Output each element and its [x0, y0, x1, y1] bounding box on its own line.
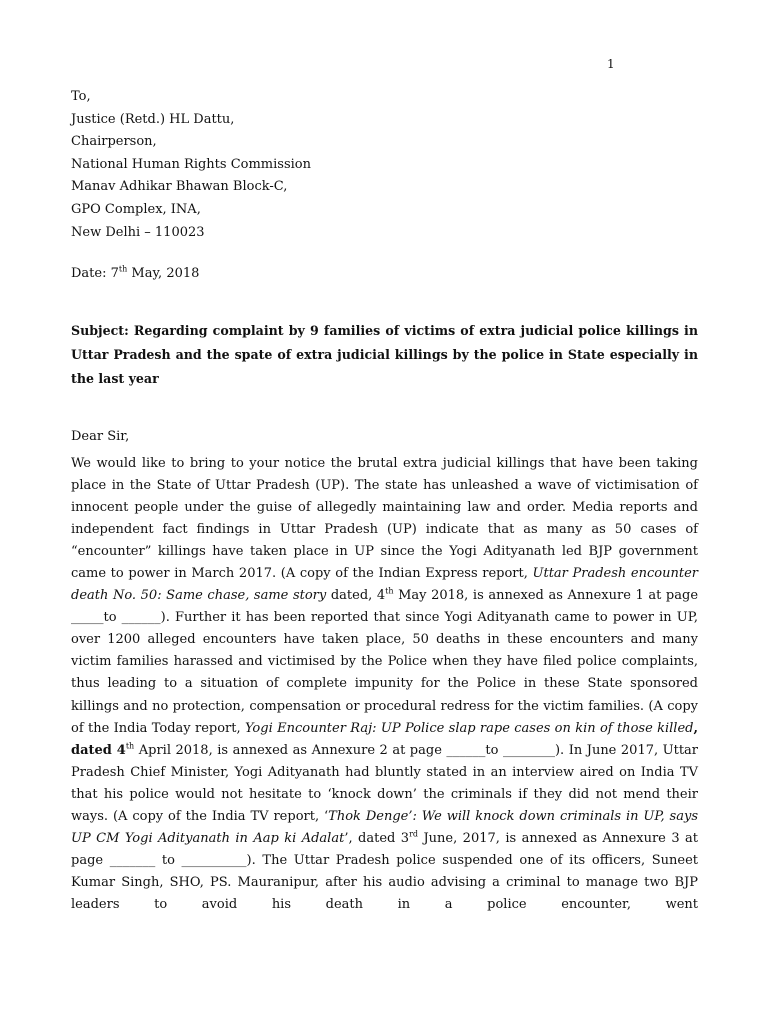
address-building: Manav Adhikar Bhawan Block-C, [71, 179, 288, 195]
date-prefix: Date: 7 [71, 266, 119, 281]
letter-date [71, 263, 199, 285]
recipient-name: Justice (Retd.) HL Dattu, [71, 111, 235, 127]
recipient-address [71, 86, 311, 244]
report-title-india-today: Yogi Encounter Raj: UP Police slap rape cases on kin of those killed [244, 720, 694, 736]
recipient-organization: National Human Rights Commission [71, 156, 311, 172]
body-text: May 2018, is annexed as Annexure 1 at page _____to ______). Further it has been reported that since Yogi Adityanath came to power in UP, over 1200 alleged encounters have taken place, 50 deaths in these encounters and many victim families harassed and victimised by the Police when they have filed police complaints, thus leading to a situation of complete impunity for the Police in these State sponsored killings and no protection, compensation or procedural redress for the victim families. (A copy of the India Today report, [71, 588, 699, 736]
report-title-india-tv: Thok Denge’: We will knock down criminals in UP, says UP CM Yogi Adityanath in Aap ki Adalat [71, 808, 698, 846]
letter-greeting: Dear Sir, [71, 429, 130, 444]
address-to: To, [71, 89, 91, 104]
letter-subject: Subject: Regarding complaint by 9 families of victims of extra judicial police killings in Uttar Pradesh and the spate of extra judicial killings by the police in State especially in the last year [71, 323, 698, 386]
date-ordinal: th [118, 264, 128, 274]
body-text: June, 2017, is annexed as Annexure 3 at page _______ to __________). The Uttar Pradesh police suspended one of its officers, Suneet Kumar Singh, SHO, PS. Mauranipur, after his audio advising a criminal to manage two BJP leaders to avoid his death in a police encounter, went [71, 830, 698, 912]
date-ordinal: th [125, 741, 135, 751]
body-text: We would like to bring to your notice the brutal extra judicial killings that have been taking place in the State of Uttar Pradesh (UP). The state has unleashed a wave of victimisation of innocent people under the guise of allegedly maintaining law and order. Media reports and independent fact findings in Uttar Pradesh (UP) indicate that as many as 50 cases of “encounter” killings have taken place in UP since the Yogi Adityanath led BJP government came to power in March 2017. (A copy of the Indian Express report, [71, 456, 698, 582]
address-city: New Delhi – 110023 [71, 224, 205, 240]
page-number: 1 [607, 57, 615, 71]
body-text: ’, dated 3 [344, 830, 410, 846]
date-ordinal: th [385, 586, 394, 596]
body-text: dated, 4 [326, 588, 386, 604]
body-paragraph [71, 453, 698, 916]
report-title-indian-express: Uttar Pradesh encounter death No. 50: Same chase, same story [71, 566, 698, 604]
date-rest: May, 2018 [127, 266, 200, 281]
address-complex: GPO Complex, INA, [71, 201, 201, 217]
body-text: , dated 4 [71, 720, 699, 758]
recipient-title: Chairperson, [71, 134, 157, 150]
date-ordinal: rd [409, 829, 419, 839]
body-text: April 2018, is annexed as Annexure 2 at page ______to ________). In June 2017, Uttar Pradesh Chief Minister, Yogi Adityanath had bluntly stated in an interview aired on India TV that his police would not hesitate to ‘knock down’ the criminals if they did not mend their ways. (A copy of the India TV report, ‘ [71, 742, 699, 824]
